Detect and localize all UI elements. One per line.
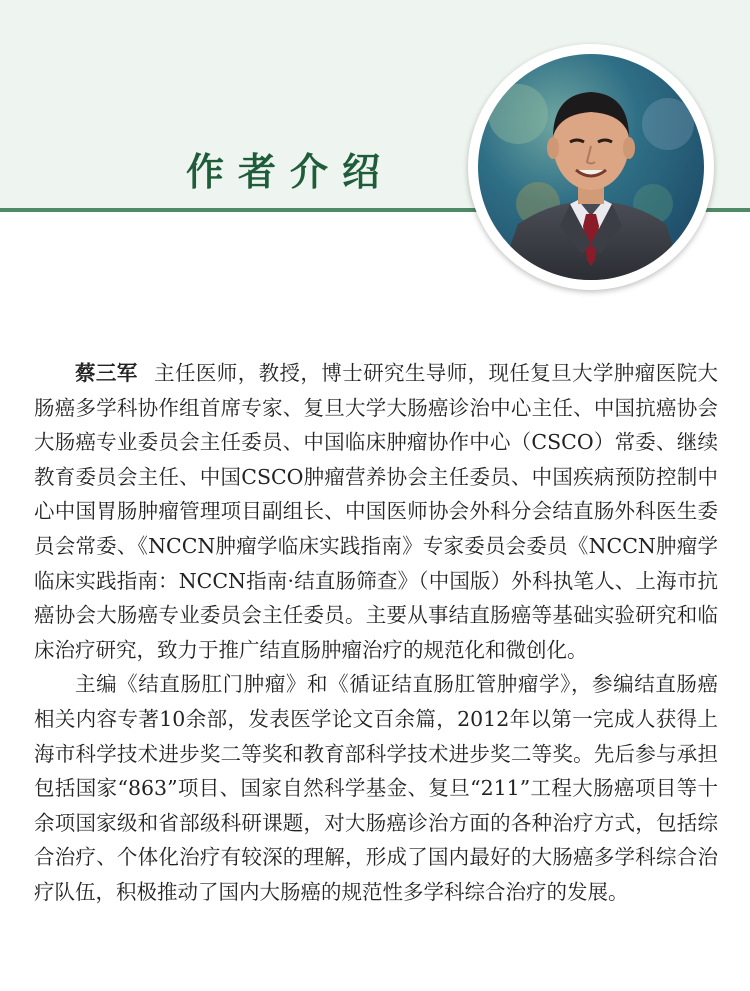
author-portrait bbox=[478, 54, 704, 280]
author-bio bbox=[34, 356, 718, 910]
portrait-image bbox=[478, 54, 704, 280]
bio-paragraph-1 bbox=[34, 356, 718, 667]
bio-paragraph-1-text: 主任医师，教授，博士研究生导师，现任复旦大学肿瘤医院大肠癌多学科协作组首席专家、复旦大学大肠癌诊治中心主任、中国抗癌协会大肠癌专业委员会主任委员、中国临床肿瘤协作中心（CSCO）常委、继续教育委员会主任、中国CSCO肿瘤营养协会主任委员、中国疾病预防控制中心中国胃肠肿瘤管理项目副组长、中国医师协会外科分会结直肠外科医生委员会常委、《NCCN肿瘤学临床实践指南》专家委员会委员《NCCN肿瘤学临床实践指南：NCCN指南·结直肠筛查》（中国版）外科执笔人、上海市抗癌协会大肠癌专业委员会主任委员。主要从事结直肠癌等基础实验研究和临床治疗研究，致力于推广结直肠肿瘤治疗的规范化和微创化。 bbox=[34, 361, 719, 662]
page-title: 作者介绍 bbox=[186, 150, 395, 194]
author-name: 蔡三军 bbox=[75, 361, 138, 385]
bio-paragraph-2: 主编《结直肠肛门肿瘤》和《循证结直肠肛管肿瘤学》，参编结直肠癌相关内容专著10余部，发表医学论文百余篇，2012年以第一完成人获得上海市科学技术进步奖二等奖和教育部科学技术进步奖二等奖。先后参与承担包括国家“863”项目、国家自然科学基金、复旦“211”工程大肠癌项目等十余项国家级和省部级科研课题，对大肠癌诊治方面的各种治疗方式，包括综合治疗、个体化治疗有较深的理解，形成了国内最好的大肠癌多学科综合治疗队伍，积极推动了国内大肠癌的规范性多学科综合治疗的发展。 bbox=[34, 672, 718, 904]
